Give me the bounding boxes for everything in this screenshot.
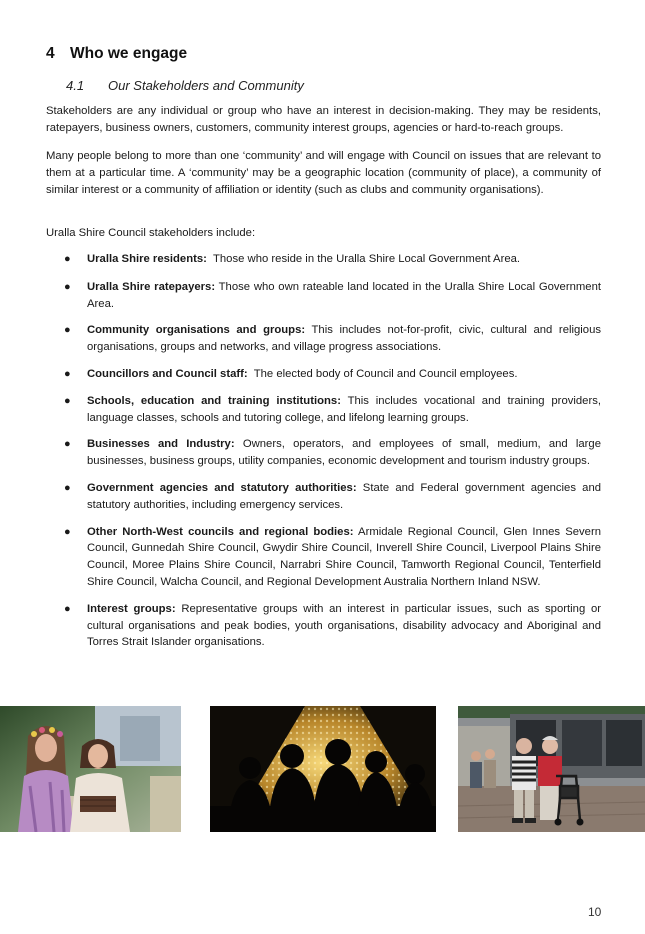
stakeholder-item xyxy=(46,322,601,356)
stakeholder-item xyxy=(46,393,601,427)
stakeholder-list xyxy=(46,247,601,651)
stakeholder-term: Businesses and Industry: xyxy=(87,438,235,451)
stakeholder-description: This includes not-for-profit, civic, cultural and religious organisations, groups and networks, and village progress associations. xyxy=(87,324,602,354)
stakeholder-description: Those who own rateable land located in the Uralla Shire Local Government Area. xyxy=(87,280,602,310)
stakeholder-description: Armidale Regional Council, Glen Innes Severn Council, Gunnedah Shire Council, Gwydir Shire Council, Inverell Shire Council, Liverpool Plains Shire Council, Moree Plains Shire Council, Narrabri Shire Council, Tamworth Regional Council, Tenterfield Shire Council, Walcha Council, and Regional Development Australia Northern Inland NSW. xyxy=(87,525,601,588)
stakeholder-description: The elected body of Council and Council employees. xyxy=(253,367,518,380)
section-title: Who we engage xyxy=(70,45,188,62)
stakeholder-term: Other North-West councils and regional bodies: xyxy=(87,525,354,538)
subsection-number: 4.1 xyxy=(66,78,85,93)
section-number: 4 xyxy=(46,45,55,62)
stakeholder-item xyxy=(46,601,601,651)
intro-paragraph: Stakeholders are any individual or group who have an interest in decision-making. They may be residents, ratepayers, business owners, customers, community interest groups, agencies or hard-to-reach groups. xyxy=(46,105,601,134)
bullet-icon: ● xyxy=(64,394,71,407)
bullet-icon: ● xyxy=(64,280,71,293)
bullet-icon: ● xyxy=(64,253,71,265)
subsection-title: Our Stakeholders and Community xyxy=(108,78,304,93)
stakeholder-description: State and Federal government agencies and statutory authorities, including emergency services. xyxy=(87,481,602,511)
stakeholder-term: Community organisations and groups: xyxy=(87,324,306,337)
stakeholder-description: Owners, operators, and employees of small, medium, and large businesses, business groups, utility companies, economic development and tourism industry groups. xyxy=(87,438,601,468)
bullet-icon: ● xyxy=(64,367,71,380)
stakeholder-item xyxy=(46,279,601,313)
stakeholder-item xyxy=(46,524,601,591)
stakeholder-item xyxy=(46,251,601,268)
stakeholder-description: Those who reside in the Uralla Shire Local Government Area. xyxy=(213,253,521,265)
festival-women-photo xyxy=(0,706,181,832)
stakeholder-item xyxy=(46,480,601,514)
bullet-icon: ● xyxy=(64,324,71,337)
section-heading xyxy=(46,45,187,63)
stakeholder-term: Uralla Shire ratepayers: xyxy=(87,280,216,293)
elderly-couple-street-photo xyxy=(458,706,645,832)
stakeholders-lead-paragraph: Uralla Shire Council stakeholders include: xyxy=(46,227,256,239)
bullet-icon: ● xyxy=(64,481,71,494)
stakeholder-item xyxy=(46,436,601,470)
page-number: 10 xyxy=(588,905,602,919)
stakeholder-term: Interest groups: xyxy=(87,602,176,615)
stakeholder-term: Schools, education and training institutions: xyxy=(87,394,341,407)
subsection-heading xyxy=(66,78,304,93)
stakeholder-description: Representative groups with an interest in particular issues, such as sporting or cultural organisations and peak bodies, youth organisations, disability advocacy and Aboriginal and Torres Strait Islander organisations. xyxy=(87,602,601,649)
bullet-icon: ● xyxy=(64,602,71,615)
light-tree-crowd-photo xyxy=(210,706,436,832)
bullet-icon: ● xyxy=(64,438,71,451)
community-paragraph: Many people belong to more than one ‘community’ and will engage with Council on issues that are relevant to them at a particular time. A ‘community’ may be a geographic location (community of place), a community of similar interest or a community of affiliation or identity (such as clubs and community organisations). xyxy=(46,150,601,196)
bullet-icon: ● xyxy=(64,525,71,538)
stakeholder-term: Uralla Shire residents: xyxy=(87,253,207,265)
stakeholder-item xyxy=(46,366,601,383)
stakeholder-description: This includes vocational and training providers, language classes, schools and tutoring college, and lifelong learning groups. xyxy=(87,394,602,424)
stakeholder-term: Councillors and Council staff: xyxy=(87,367,248,380)
stakeholder-term: Government agencies and statutory authorities: xyxy=(87,481,357,494)
